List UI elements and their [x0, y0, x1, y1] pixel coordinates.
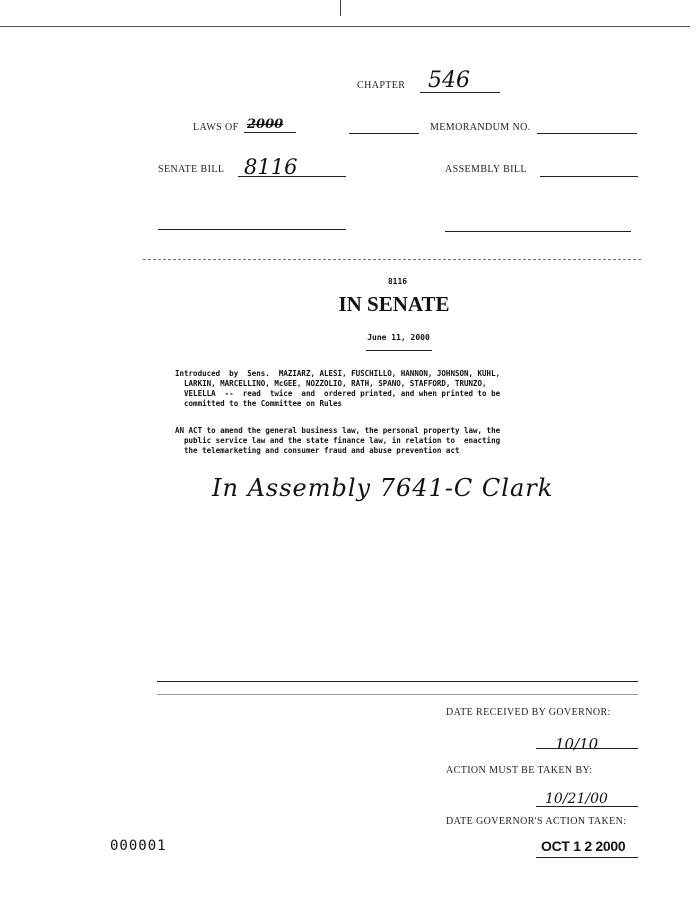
memorandum-underline — [537, 133, 637, 134]
chapter-number: 546 — [428, 68, 470, 93]
senate-bill-number: 8116 — [244, 155, 298, 179]
introduced-line: Introduced by Sens. MAZIARZ, ALESI, FUSCHILLO, HANNON, JOHNSON, KUHL, — [175, 369, 501, 378]
assembly-bill-underline — [540, 176, 638, 177]
blank-underline-right — [445, 231, 631, 232]
blank-underline-mid — [349, 133, 419, 134]
action-due-value: 10/21/00 — [545, 791, 608, 807]
action-taken-stamp: OCT 1 2 2000 — [541, 838, 626, 854]
introduced-paragraph — [175, 369, 500, 409]
act-line: public service law and the state finance law, in relation to enacting — [175, 436, 501, 445]
date-received-value: 10/10 — [555, 735, 599, 753]
blank-underline-left — [158, 229, 346, 230]
chapter-label: CHAPTER — [357, 80, 406, 91]
act-line: the telemarketing and consumer fraud and abuse prevention act — [175, 446, 460, 455]
act-paragraph — [175, 426, 500, 456]
handwritten-assembly-note: In Assembly 7641-C Clark — [212, 474, 554, 502]
action-taken-label: DATE GOVERNOR'S ACTION TAKEN: — [446, 816, 627, 827]
bill-date: June 11, 2000 — [367, 333, 430, 342]
chamber-title: IN SENATE — [338, 292, 450, 316]
laws-of-label: LAWS OF — [193, 122, 239, 133]
assembly-bill-label: ASSEMBLY BILL — [445, 164, 527, 175]
scan-edge-line — [0, 26, 690, 27]
bottom-rule — [157, 681, 638, 682]
senate-bill-underline — [238, 176, 346, 177]
action-taken-underline — [536, 857, 638, 858]
act-line: AN ACT to amend the general business law, the personal property law, the — [175, 426, 501, 435]
memorandum-label: MEMORANDUM NO. — [430, 122, 531, 133]
bill-number: 8116 — [387, 277, 408, 286]
laws-of-underline — [244, 132, 296, 133]
introduced-line: LARKIN, MARCELLINO, McGEE, NOZZOLIO, RATH, SPANO, STAFFORD, TRUNZO, — [175, 379, 487, 388]
action-due-label: ACTION MUST BE TAKEN BY: — [446, 765, 593, 776]
senate-bill-label: SENATE BILL — [158, 164, 225, 175]
introduced-line: committed to the Committee on Rules — [175, 399, 343, 408]
laws-of-year: 2000 — [247, 117, 284, 132]
page-number: 000001 — [110, 838, 167, 854]
action-due-underline — [536, 806, 638, 807]
bottom-rule-faint — [157, 694, 638, 695]
dashed-separator — [143, 259, 641, 260]
chapter-underline — [420, 92, 500, 93]
date-rule — [366, 350, 432, 351]
date-received-underline — [536, 748, 638, 749]
introduced-line: VELELLA -- read twice and ordered printed, and when printed to be — [175, 389, 501, 398]
date-received-label: DATE RECEIVED BY GOVERNOR: — [446, 707, 611, 718]
scan-edge-mark — [340, 0, 341, 16]
